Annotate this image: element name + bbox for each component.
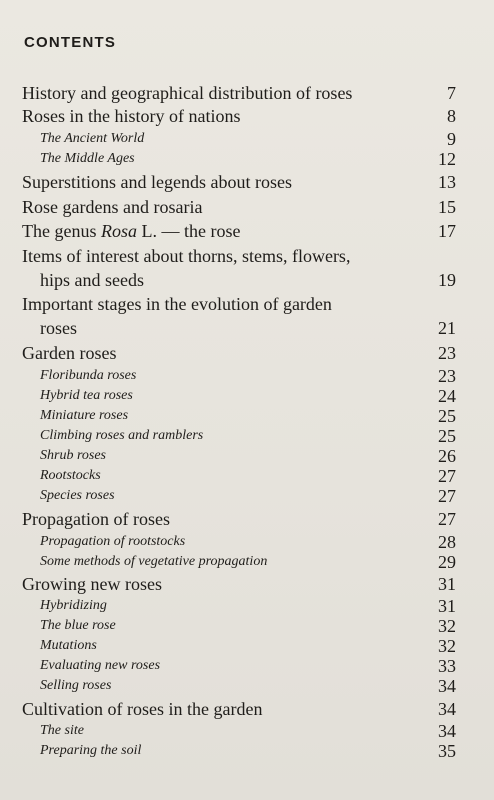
toc-entry-title: Miniature roses [40,408,129,423]
toc-entry-title: Shrub roses [40,448,106,463]
toc-entry-page: 13 [438,172,456,192]
toc-entry-title: Items of interest about thorns, stems, flowers, [22,246,351,266]
toc-entry-page: 35 [438,741,456,761]
toc-entry-title-post: L. — the rose [136,221,241,241]
toc-entry-page: 25 [438,426,456,446]
toc-entry-title: Species roses [40,488,115,503]
toc-entry-page: 12 [438,149,456,169]
toc-entry-page: 15 [438,197,456,217]
toc-entry-title: Garden roses [22,343,117,363]
toc-entry-page: 21 [438,318,456,338]
toc-entry-title: Propagation of rootstocks [40,534,186,549]
toc-entry-page: 31 [438,574,456,594]
toc-entry-title: Mutations [40,638,97,653]
toc-entry-title: The site [40,723,84,738]
toc-entry-page: 9 [447,129,456,149]
toc-entry-title: Roses in the history of nations [22,106,241,126]
toc-entry-title: Important stages in the evolution of garden [22,294,332,314]
toc-entry-title: The Middle Ages [40,151,135,166]
toc-entry-page: 17 [438,221,456,241]
toc-entry-page: 25 [438,406,456,426]
toc-entry-page: 27 [438,486,456,506]
toc-entry-page: 8 [447,106,456,126]
toc-entry-page: 34 [438,676,456,696]
toc-entry-title: Preparing the soil [40,743,142,758]
toc-entry-title [22,221,240,242]
toc-entry-page: 32 [438,616,456,636]
toc-entry-page: 28 [438,532,456,552]
toc-entry-page: 34 [438,699,456,719]
toc-entry-title: Climbing roses and ramblers [40,428,204,443]
toc-entry-title-pre: The genus [22,221,101,241]
toc-entry-page: 27 [438,466,456,486]
toc-entry-page: 29 [438,552,456,572]
toc-entry-page: 7 [447,83,456,103]
toc-entry-page: 19 [438,270,456,290]
toc-entry-title: Growing new roses [22,574,162,594]
toc-entry-title: Some methods of vegetative propagation [40,554,268,569]
toc-entry-title: Hybridizing [40,598,107,613]
toc-entry-title: roses [40,318,77,338]
toc-entry-title-genus: Rosa [100,221,137,241]
toc-entry-title: Propagation of roses [22,509,170,529]
toc-entry-title: Floribunda roses [40,368,137,383]
toc-entry-page: 24 [438,386,456,406]
toc-entry-title: Cultivation of roses in the garden [22,699,263,719]
toc-entry-title: The blue rose [40,618,116,633]
toc-entry-page: 23 [438,343,456,363]
toc-entry-title: The Ancient World [40,131,145,146]
toc-entry-page: 32 [438,636,456,656]
toc-entry-page: 33 [438,656,456,676]
toc-entry-title: Rose gardens and rosaria [22,197,203,217]
toc-entry-title: Hybrid tea roses [40,388,133,403]
toc-entry-page: 23 [438,366,456,386]
toc-entry-page: 26 [438,446,456,466]
toc-entry-title: Selling roses [40,678,112,693]
toc-entry-title: Rootstocks [40,468,101,483]
toc-entry-page: 27 [438,509,456,529]
toc-entry-title: Evaluating new roses [40,658,161,673]
toc-entry-page: 34 [438,721,456,741]
toc-entry-title: hips and seeds [40,270,144,290]
toc-entry-title: Superstitions and legends about roses [22,172,292,192]
toc-entry-title: History and geographical distribution of roses [22,83,353,103]
contents-heading: CONTENTS [24,34,117,51]
toc-entry-page: 31 [438,596,456,616]
